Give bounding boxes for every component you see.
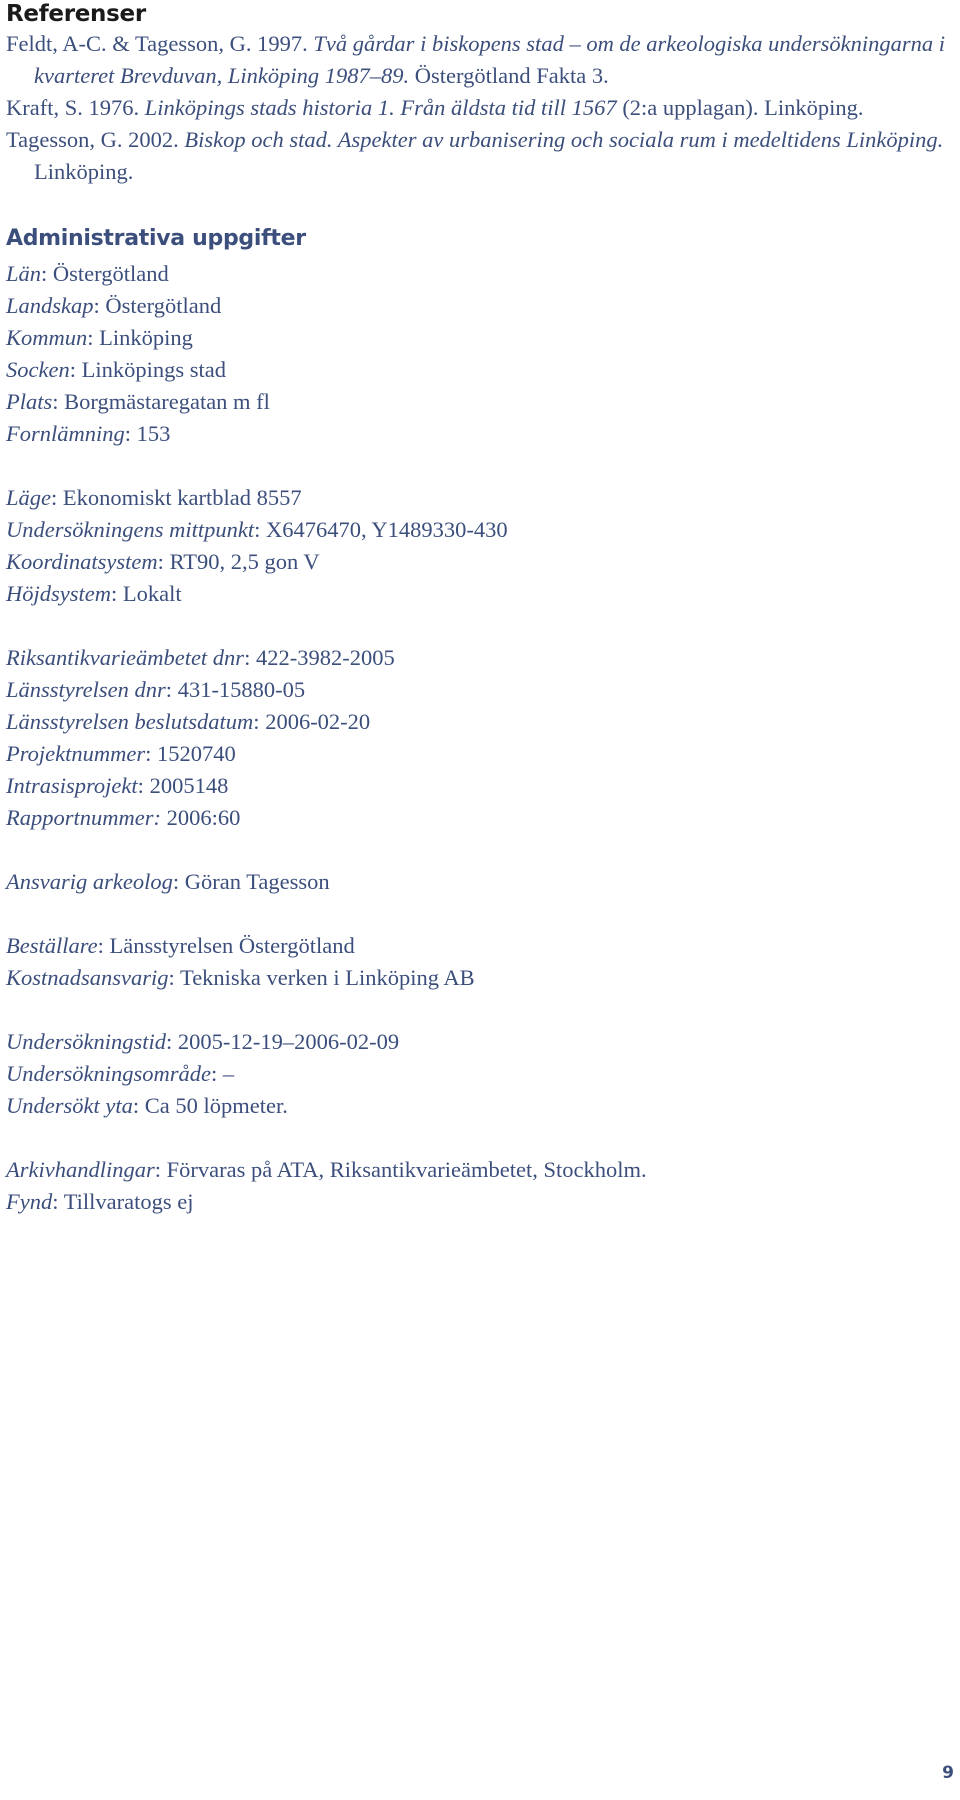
field-row xyxy=(6,1186,946,1218)
field-separator: : xyxy=(172,869,185,894)
field-separator: : xyxy=(253,709,266,734)
reference-rest: Linköping. xyxy=(34,159,134,184)
field-value: 2005-12-19–2006-02-09 xyxy=(177,1029,400,1054)
field-separator: : xyxy=(52,389,65,414)
field-value: Östergötland xyxy=(52,261,169,286)
field-group xyxy=(6,1154,946,1218)
reference-item xyxy=(6,28,951,92)
field-label: Kostnadsansvarig xyxy=(6,965,169,990)
field-value: Lokalt xyxy=(122,581,182,606)
field-label: Koordinatsystem xyxy=(6,549,158,574)
field-label: Länsstyrelsen beslutsdatum xyxy=(6,709,254,734)
reference-title: Biskop och stad. Aspekter av urbanisering och sociala rum i medeltidens Linköping. xyxy=(184,127,944,152)
field-label: Plats xyxy=(6,389,53,414)
field-label: Socken xyxy=(6,357,70,382)
field-label: Kommun xyxy=(6,325,88,350)
administrative-section xyxy=(6,224,946,1250)
field-label: Projektnummer xyxy=(6,741,146,766)
field-value: 2005148 xyxy=(149,773,229,798)
field-value: Tekniska verken i Linköping AB xyxy=(180,965,475,990)
field-separator: : xyxy=(210,1061,223,1086)
field-row xyxy=(6,290,946,322)
field-label: Undersökningens mittpunkt xyxy=(6,517,255,542)
field-row xyxy=(6,706,946,738)
reference-author: Kraft, S. 1976. xyxy=(6,95,145,120)
field-row xyxy=(6,1026,946,1058)
field-separator: : xyxy=(93,293,106,318)
reference-item xyxy=(6,124,951,188)
field-separator: : xyxy=(168,965,181,990)
field-value: Göran Tagesson xyxy=(184,869,330,894)
field-value: Länsstyrelsen Östergötland xyxy=(109,933,355,958)
reference-item xyxy=(6,92,951,124)
references-section xyxy=(6,0,951,188)
administrative-fields xyxy=(6,258,946,1218)
field-row xyxy=(6,418,946,450)
field-group xyxy=(6,258,946,450)
administrative-heading: Administrativa uppgifter xyxy=(6,226,306,251)
field-label: Fynd xyxy=(6,1189,53,1214)
field-row xyxy=(6,354,946,386)
field-value: Förvaras på ATA, Riksantikvarieämbetet, Stockholm. xyxy=(166,1157,647,1182)
field-row xyxy=(6,770,946,802)
field-row xyxy=(6,930,946,962)
field-value: 153 xyxy=(136,421,171,446)
field-row xyxy=(6,1154,946,1186)
field-value: 1520740 xyxy=(157,741,236,766)
field-value: RT90, 2,5 gon V xyxy=(169,549,320,574)
field-separator: : xyxy=(132,1093,145,1118)
field-label: Undersökt yta xyxy=(6,1093,133,1118)
field-separator: : xyxy=(124,421,137,446)
field-value: – xyxy=(222,1061,235,1086)
field-row xyxy=(6,322,946,354)
field-label: Undersökningsområde xyxy=(6,1061,211,1086)
reference-rest: Östergötland Fakta 3. xyxy=(409,63,609,88)
field-separator: : xyxy=(157,549,170,574)
field-separator: : xyxy=(111,581,123,606)
field-row xyxy=(6,386,946,418)
field-value: 2006:60 xyxy=(166,805,241,830)
field-row xyxy=(6,962,946,994)
field-row xyxy=(6,258,946,290)
field-value: Ca 50 löpmeter. xyxy=(144,1093,288,1118)
field-label: Ansvarig arkeolog xyxy=(6,869,173,894)
field-value: Ekonomiskt kartblad 8557 xyxy=(62,485,302,510)
field-label: Läge xyxy=(6,485,51,510)
field-label: Arkivhandlingar xyxy=(6,1157,155,1182)
field-label: Länsstyrelsen dnr xyxy=(6,677,166,702)
field-value: 2006-02-20 xyxy=(265,709,371,734)
field-row xyxy=(6,642,946,674)
field-row xyxy=(6,482,946,514)
field-value: Tillvaratogs ej xyxy=(63,1189,194,1214)
field-row xyxy=(6,1090,946,1122)
field-label: Landskap xyxy=(6,293,94,318)
field-row xyxy=(6,514,946,546)
field-label: Höjdsystem xyxy=(6,581,111,606)
field-value: X6476470, Y1489330-430 xyxy=(265,517,508,542)
field-group xyxy=(6,1026,946,1122)
field-group xyxy=(6,642,946,834)
field-separator: : xyxy=(254,517,266,542)
reference-author: Feldt, A-C. & Tagesson, G. 1997. xyxy=(6,31,314,56)
field-row xyxy=(6,674,946,706)
field-row xyxy=(6,802,946,834)
reference-author: Tagesson, G. 2002. xyxy=(6,127,185,152)
field-value: Östergötland xyxy=(105,293,222,318)
field-label: Fornlämning xyxy=(6,421,125,446)
field-row xyxy=(6,738,946,770)
field-separator: : xyxy=(137,773,150,798)
field-row xyxy=(6,546,946,578)
references-heading: Referenser xyxy=(6,1,146,27)
field-value: Borgmästaregatan m fl xyxy=(64,389,270,414)
field-value: 431-15880-05 xyxy=(177,677,306,702)
field-label: Intrasisprojekt xyxy=(6,773,138,798)
field-label: Rapportnummer: xyxy=(6,805,161,830)
reference-rest: (2:a upplagan). Linköping. xyxy=(616,95,864,120)
field-separator: : xyxy=(41,261,53,286)
field-label: Län xyxy=(6,261,42,286)
field-separator: : xyxy=(97,933,110,958)
field-label: Undersökningstid xyxy=(6,1029,166,1054)
field-row xyxy=(6,866,946,898)
field-separator: : xyxy=(166,1029,178,1054)
field-group xyxy=(6,866,946,898)
field-label: Riksantikvarieämbetet dnr xyxy=(6,645,245,670)
field-separator: : xyxy=(87,325,100,350)
field-separator: : xyxy=(145,741,158,766)
field-separator: : xyxy=(51,485,63,510)
field-separator: : xyxy=(244,645,256,670)
field-value: Linköpings stad xyxy=(81,357,226,382)
field-label: Beställare xyxy=(6,933,98,958)
field-row xyxy=(6,578,946,610)
reference-title: Två gårdar i biskopens stad – om de arkeologiska undersökningarna i kvarteret Brevduvan, Linköping 1987–89. xyxy=(34,31,946,88)
page-number: 9 xyxy=(942,1763,954,1783)
field-separator: : xyxy=(165,677,178,702)
field-group xyxy=(6,930,946,994)
field-separator: : xyxy=(52,1189,64,1214)
field-group xyxy=(6,482,946,610)
field-row xyxy=(6,1058,946,1090)
field-value: 422-3982-2005 xyxy=(255,645,395,670)
field-separator: : xyxy=(154,1157,167,1182)
reference-title: Linköpings stads historia 1. Från äldsta tid till 1567 xyxy=(144,95,617,120)
field-value: Linköping xyxy=(99,325,193,350)
field-separator: : xyxy=(69,357,82,382)
